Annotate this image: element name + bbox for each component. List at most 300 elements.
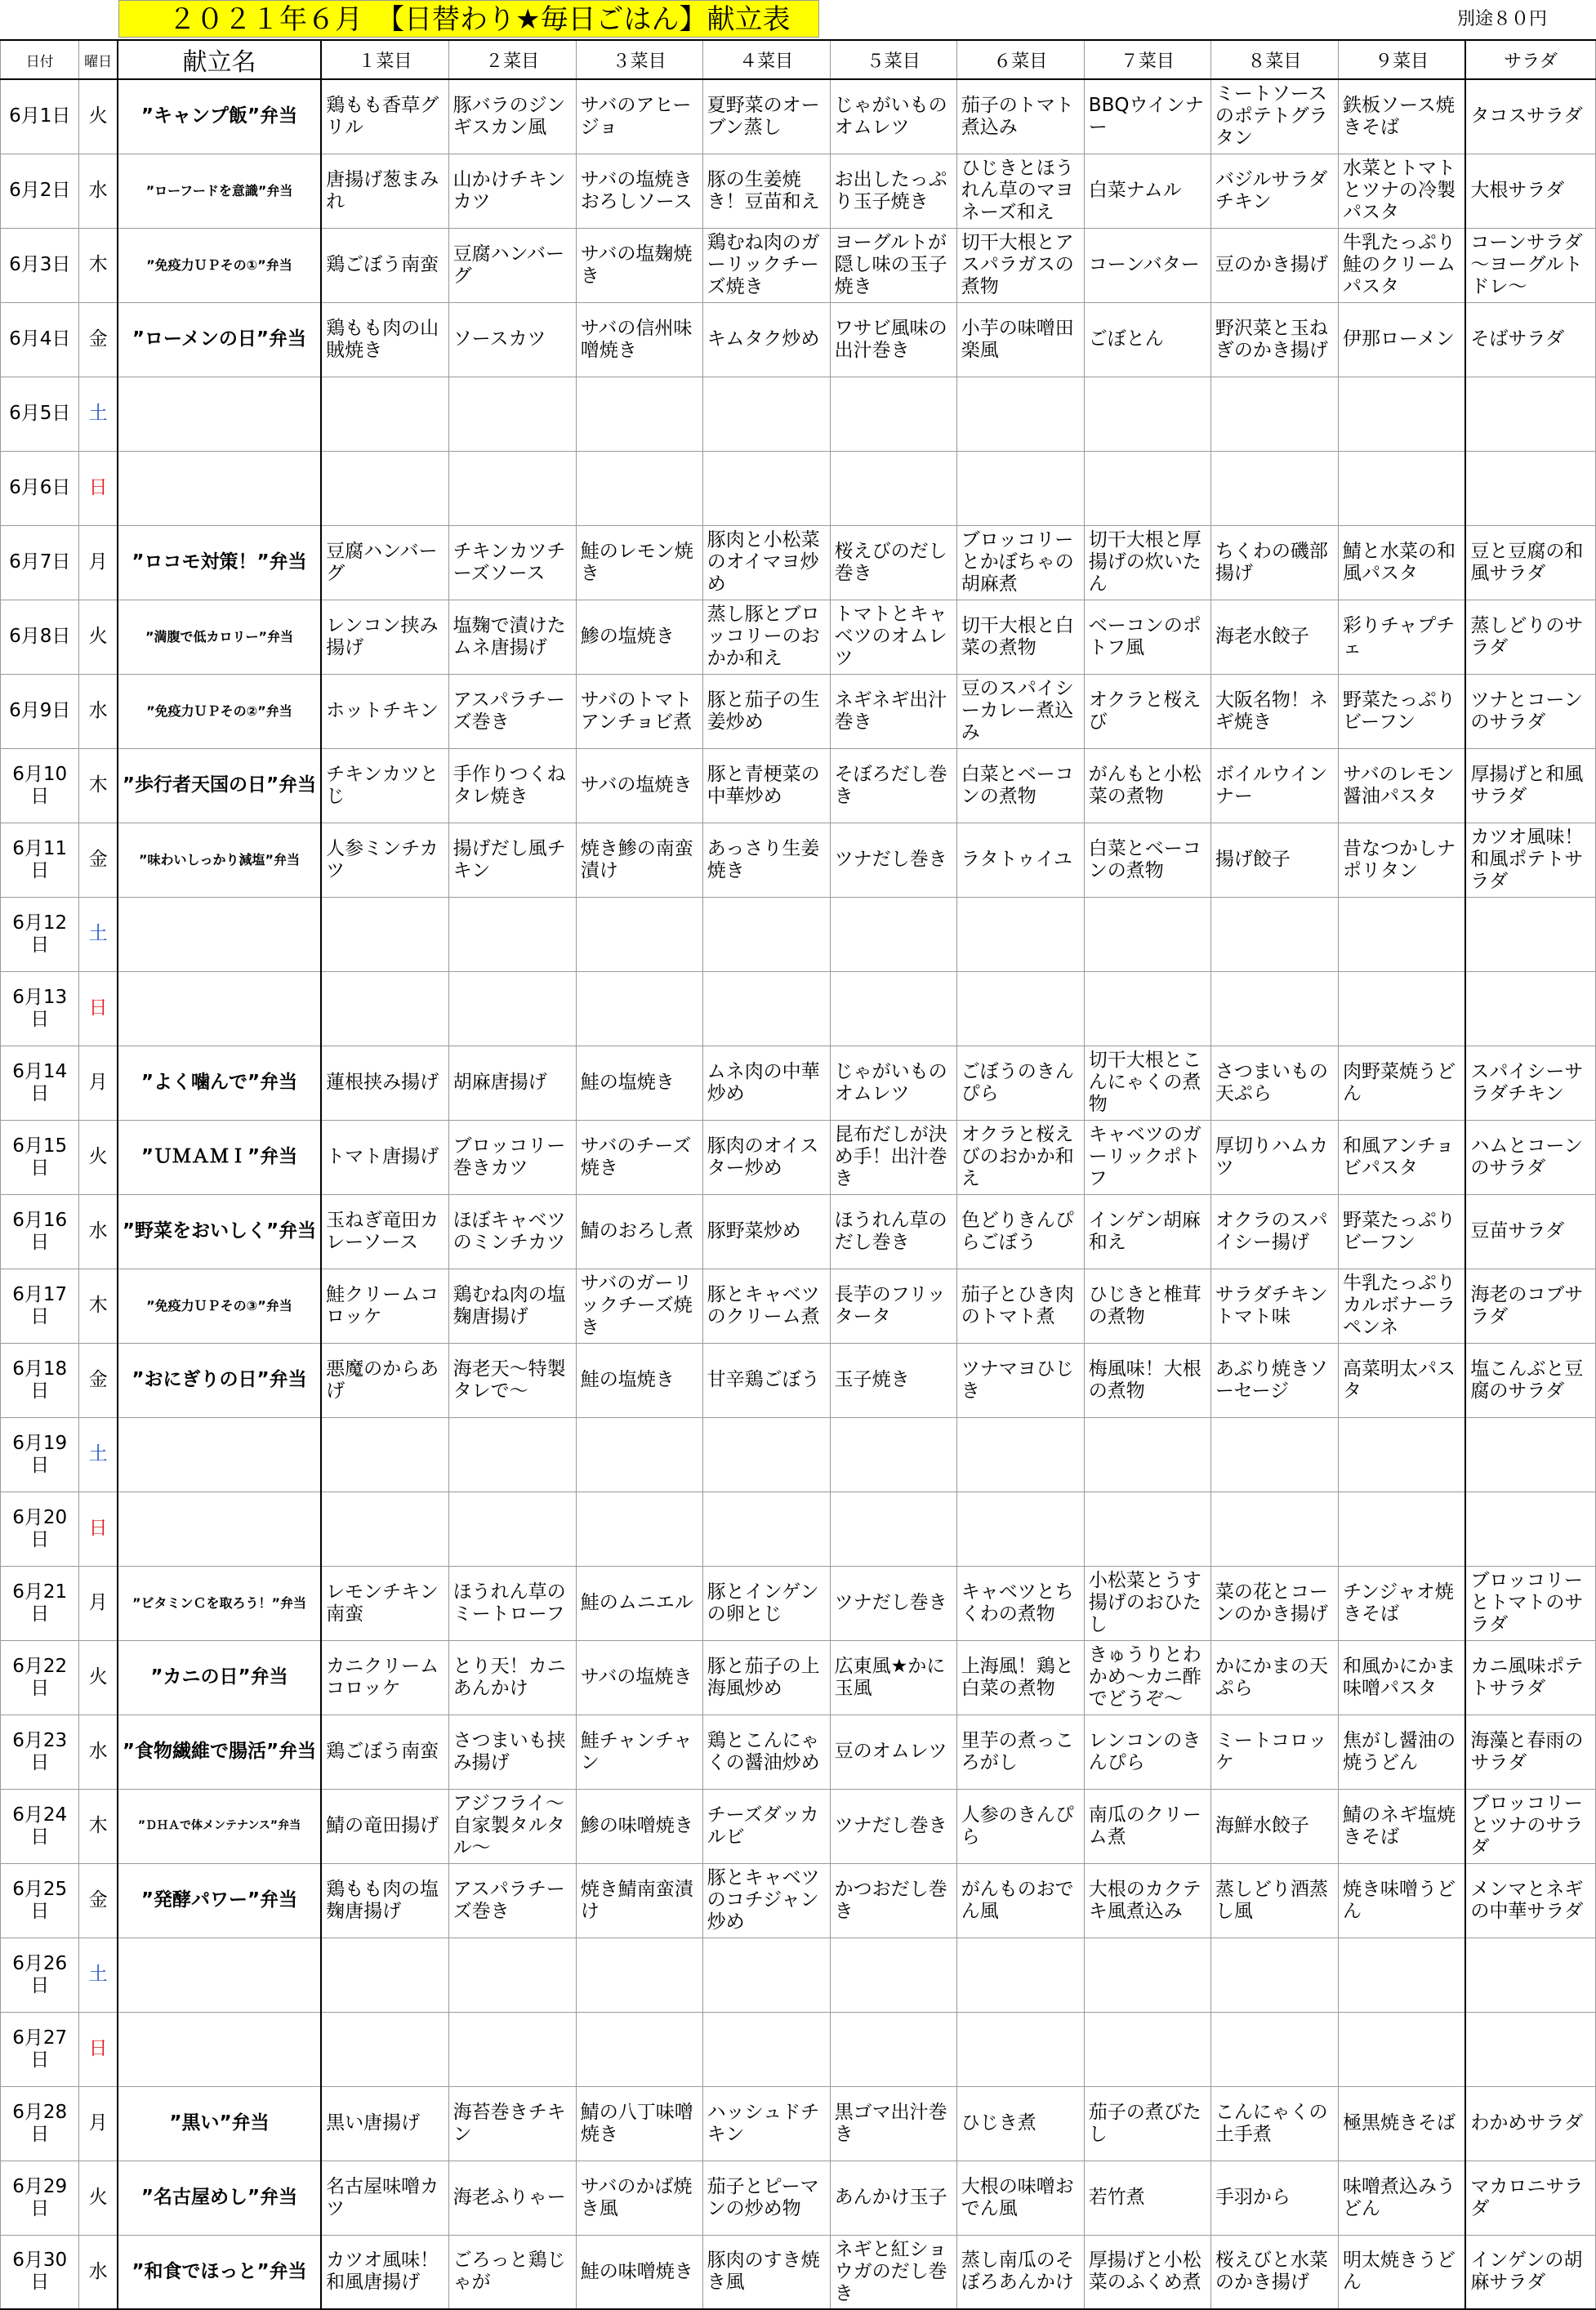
salad-cell: 塩こんぶと豆腐のサラダ: [1465, 1343, 1595, 1417]
dish-cell: サバのトマトアンチョビ煮: [576, 674, 702, 748]
dish-cell: ツナだし巻き: [830, 823, 956, 897]
weekday-cell: 水: [79, 1194, 118, 1269]
dish-cell: 手羽から: [1210, 2161, 1338, 2235]
dish-cell: 豚肉のすき焼き風: [702, 2235, 830, 2309]
dish-cell: [321, 1492, 448, 1566]
weekday-cell: 土: [79, 377, 118, 451]
col-header-dish-8: ８菜目: [1210, 40, 1338, 79]
weekday-cell: 火: [79, 2161, 118, 2235]
dish-cell: [321, 2012, 448, 2086]
dish-cell: ベーコンのポトフ風: [1084, 600, 1210, 674]
dish-cell: 豚と茄子の上海風炒め: [702, 1640, 830, 1715]
dish-cell: 甘辛鶏ごぼう: [702, 1343, 830, 1417]
dish-cell: 味噌煮込みうどん: [1338, 2161, 1465, 2235]
salad-cell: カツオ風味！和風ポテトサラダ: [1465, 823, 1595, 897]
dish-cell: サバのガーリックチーズ焼き: [576, 1269, 702, 1343]
weekday-cell: 木: [79, 748, 118, 823]
dish-cell: 焼き鯵の南蛮漬け: [576, 823, 702, 897]
dish-cell: [1338, 2012, 1465, 2086]
weekday-cell: 木: [79, 228, 118, 302]
table-row: [1, 600, 1596, 674]
date-cell: 6月30日: [1, 2235, 79, 2309]
table-row: [1, 2235, 1596, 2309]
dish-cell: 海鮮水餃子: [1210, 1789, 1338, 1863]
dish-cell: 揚げだし風チキン: [448, 823, 576, 897]
table-row: [1, 377, 1596, 451]
dish-cell: [576, 1938, 702, 2012]
dish-cell: 鮭の塩焼き: [576, 1046, 702, 1120]
table-row: [1, 1566, 1596, 1640]
dish-cell: ブロッコリーとかぼちゃの胡麻煮: [956, 525, 1084, 600]
weekday-cell: 土: [79, 897, 118, 971]
menu-name-cell: ”免疫力ＵＰその③”弁当: [118, 1269, 321, 1343]
weekday-cell: 水: [79, 674, 118, 748]
date-cell: 6月2日: [1, 154, 79, 228]
dish-cell: [321, 1938, 448, 2012]
dish-cell: 桜えびと水菜のかき揚げ: [1210, 2235, 1338, 2309]
menu-name-cell: [118, 1492, 321, 1566]
dish-cell: [1210, 897, 1338, 971]
salad-cell: コーンサラダ～ヨーグルトドレ～: [1465, 228, 1595, 302]
menu-name-cell: ”和食でほっと”弁当: [118, 2235, 321, 2309]
dish-cell: 里芋の煮っころがし: [956, 1715, 1084, 1789]
dish-cell: 上海風！鶏と白菜の煮物: [956, 1640, 1084, 1715]
dish-cell: 海老ふりゃー: [448, 2161, 576, 2235]
table-row: [1, 1938, 1596, 2012]
menu-name-cell: ”満腹で低カロリー”弁当: [118, 600, 321, 674]
dish-cell: 鶏もも肉の山賊焼き: [321, 302, 448, 377]
dish-cell: 切干大根とこんにゃくの煮物: [1084, 1046, 1210, 1120]
dish-cell: ほうれん草のだし巻き: [830, 1194, 956, 1269]
dish-cell: 揚げ餃子: [1210, 823, 1338, 897]
dish-cell: がんもと小松菜の煮物: [1084, 748, 1210, 823]
col-header-dish-9: ９菜目: [1338, 40, 1465, 79]
dish-cell: 水菜とトマトとツナの冷製パスタ: [1338, 154, 1465, 228]
weekday-cell: 月: [79, 1566, 118, 1640]
dish-cell: お出したっぷり玉子焼き: [830, 154, 956, 228]
menu-name-cell: ”野菜をおいしく”弁当: [118, 1194, 321, 1269]
menu-name-cell: ”ローフードを意識”弁当: [118, 154, 321, 228]
table-row: [1, 79, 1596, 154]
weekday-cell: 火: [79, 1640, 118, 1715]
menu-name-cell: ”発酵パワー”弁当: [118, 1863, 321, 1938]
menu-name-cell: [118, 377, 321, 451]
dish-cell: 和風アンチョビパスタ: [1338, 1120, 1465, 1194]
menu-name-cell: ”ＵＭＡＭＩ”弁当: [118, 1120, 321, 1194]
dish-cell: [1338, 1938, 1465, 2012]
dish-cell: ちくわの磯部揚げ: [1210, 525, 1338, 600]
dish-cell: [448, 897, 576, 971]
dish-cell: 豚と青梗菜の中華炒め: [702, 748, 830, 823]
dish-cell: 黒ゴマ出汁巻き: [830, 2086, 956, 2161]
dish-cell: [1084, 2012, 1210, 2086]
dish-cell: ボイルウインナー: [1210, 748, 1338, 823]
weekday-cell: 金: [79, 302, 118, 377]
dish-cell: 鮭のレモン焼き: [576, 525, 702, 600]
date-cell: 6月19日: [1, 1417, 79, 1492]
col-header-menu-name: 献立名: [118, 40, 321, 79]
dish-cell: ミートソースのポテトグラタン: [1210, 79, 1338, 154]
dish-cell: 悪魔のからあげ: [321, 1343, 448, 1417]
weekday-cell: 水: [79, 2235, 118, 2309]
dish-cell: 小松菜とうす揚げのおひたし: [1084, 1566, 1210, 1640]
dish-cell: 厚切りハムカツ: [1210, 1120, 1338, 1194]
table-row: [1, 228, 1596, 302]
salad-cell: [1465, 2012, 1595, 2086]
dish-cell: [448, 1938, 576, 2012]
dish-cell: [956, 971, 1084, 1046]
dish-cell: カツオ風味！和風唐揚げ: [321, 2235, 448, 2309]
dish-cell: 桜えびのだし巻き: [830, 525, 956, 600]
dish-cell: 明太焼きうどん: [1338, 2235, 1465, 2309]
dish-cell: [830, 971, 956, 1046]
salad-cell: メンマとネギの中華サラダ: [1465, 1863, 1595, 1938]
weekday-cell: 木: [79, 1789, 118, 1863]
dish-cell: アジフライ～自家製タルタル～: [448, 1789, 576, 1863]
salad-cell: 厚揚げと和風サラダ: [1465, 748, 1595, 823]
col-header-dish-1: １菜目: [321, 40, 448, 79]
salad-cell: [1465, 1938, 1595, 2012]
weekday-cell: 金: [79, 1343, 118, 1417]
dish-cell: キャベツのガーリックポトフ: [1084, 1120, 1210, 1194]
dish-cell: [1084, 1938, 1210, 2012]
dish-cell: ミートコロッケ: [1210, 1715, 1338, 1789]
menu-name-cell: ”おにぎりの日”弁当: [118, 1343, 321, 1417]
dish-cell: 鶏ごぼう南蛮: [321, 228, 448, 302]
dish-cell: [702, 897, 830, 971]
dish-cell: ごろっと鶏じゃが: [448, 2235, 576, 2309]
dish-cell: サバの信州味噌焼き: [576, 302, 702, 377]
menu-name-cell: ”歩行者天国の日”弁当: [118, 748, 321, 823]
dish-cell: チンジャオ焼きそば: [1338, 1566, 1465, 1640]
dish-cell: [830, 1417, 956, 1492]
dish-cell: 塩麹で漬けたムネ唐揚げ: [448, 600, 576, 674]
dish-cell: [830, 451, 956, 525]
menu-name-cell: ”ロコモ対策！”弁当: [118, 525, 321, 600]
menu-body: [1, 79, 1596, 2309]
dish-cell: 茄子の煮びたし: [1084, 2086, 1210, 2161]
col-header-dish-6: ６菜目: [956, 40, 1084, 79]
dish-cell: [448, 1417, 576, 1492]
dish-cell: 牛乳たっぷり鮭のクリームパスタ: [1338, 228, 1465, 302]
dish-cell: 蓮根挟み揚げ: [321, 1046, 448, 1120]
dish-cell: 鶏ごぼう南蛮: [321, 1715, 448, 1789]
dish-cell: [321, 971, 448, 1046]
table-row: [1, 1269, 1596, 1343]
sheet-title: ２０２１年６月 【日替わり★毎日ごはん】献立表: [118, 0, 819, 38]
dish-cell: [1210, 1417, 1338, 1492]
salad-cell: 豆苗サラダ: [1465, 1194, 1595, 1269]
salad-cell: ツナとコーンのサラダ: [1465, 674, 1595, 748]
dish-cell: 焼き鯖南蛮漬け: [576, 1863, 702, 1938]
date-cell: 6月14日: [1, 1046, 79, 1120]
dish-cell: 切干大根とアスパラガスの煮物: [956, 228, 1084, 302]
salad-cell: [1465, 1492, 1595, 1566]
dish-cell: 蒸し豚とブロッコリーのおかか和え: [702, 600, 830, 674]
date-cell: 6月3日: [1, 228, 79, 302]
table-row: [1, 1492, 1596, 1566]
menu-name-cell: [118, 1417, 321, 1492]
dish-cell: 高菜明太パスタ: [1338, 1343, 1465, 1417]
dish-cell: 鶏むね肉のガーリックチーズ焼き: [702, 228, 830, 302]
salad-cell: [1465, 897, 1595, 971]
dish-cell: [956, 2012, 1084, 2086]
dish-cell: [1338, 971, 1465, 1046]
dish-cell: 広東風★かに玉風: [830, 1640, 956, 1715]
table-row: [1, 897, 1596, 971]
date-cell: 6月29日: [1, 2161, 79, 2235]
dish-cell: サラダチキントマト味: [1210, 1269, 1338, 1343]
dish-cell: [830, 1938, 956, 2012]
dish-cell: [576, 377, 702, 451]
dish-cell: [321, 451, 448, 525]
table-row: [1, 971, 1596, 1046]
dish-cell: チキンカツとじ: [321, 748, 448, 823]
dish-cell: サバのかば焼き風: [576, 2161, 702, 2235]
salad-cell: [1465, 1417, 1595, 1492]
weekday-cell: 火: [79, 1120, 118, 1194]
weekday-cell: 土: [79, 1938, 118, 2012]
date-cell: 6月12日: [1, 897, 79, 971]
dish-cell: ソースカツ: [448, 302, 576, 377]
dish-cell: 蒸し南瓜のそぼろあんかけ: [956, 2235, 1084, 2309]
menu-name-cell: ”よく噛んで”弁当: [118, 1046, 321, 1120]
dish-cell: 豚バラのジンギスカン風: [448, 79, 576, 154]
dish-cell: ほぼキャベツのミンチカツ: [448, 1194, 576, 1269]
dish-cell: ほうれん草のミートローフ: [448, 1566, 576, 1640]
col-header-dish-2: ２菜目: [448, 40, 576, 79]
dish-cell: [1338, 897, 1465, 971]
date-cell: 6月28日: [1, 2086, 79, 2161]
date-cell: 6月21日: [1, 1566, 79, 1640]
dish-cell: [448, 451, 576, 525]
dish-cell: 名古屋味噌カツ: [321, 2161, 448, 2235]
dish-cell: さつまいも挟み揚げ: [448, 1715, 576, 1789]
menu-name-cell: ”黒い”弁当: [118, 2086, 321, 2161]
dish-cell: [702, 451, 830, 525]
dish-cell: [1338, 451, 1465, 525]
dish-cell: じゃがいものオムレツ: [830, 1046, 956, 1120]
dish-cell: コーンバター: [1084, 228, 1210, 302]
dish-cell: チキンカツチーズソース: [448, 525, 576, 600]
dish-cell: レモンチキン南蛮: [321, 1566, 448, 1640]
dish-cell: 切干大根と白菜の煮物: [956, 600, 1084, 674]
dish-cell: インゲン胡麻和え: [1084, 1194, 1210, 1269]
table-row: [1, 1120, 1596, 1194]
table-row: [1, 1194, 1596, 1269]
menu-name-cell: ”ローメンの日”弁当: [118, 302, 321, 377]
dish-cell: 豚とキャベツのクリーム煮: [702, 1269, 830, 1343]
dish-cell: 茄子とひき肉のトマト煮: [956, 1269, 1084, 1343]
salad-cell: ブロッコリーとツナのサラダ: [1465, 1789, 1595, 1863]
date-cell: 6月18日: [1, 1343, 79, 1417]
salad-cell: ハムとコーンのサラダ: [1465, 1120, 1595, 1194]
menu-name-cell: ”ＤＨＡで体メンテナンス”弁当: [118, 1789, 321, 1863]
dish-cell: 極黒焼きそば: [1338, 2086, 1465, 2161]
dish-cell: かつおだし巻き: [830, 1863, 956, 1938]
date-cell: 6月5日: [1, 377, 79, 451]
dish-cell: 豆のオムレツ: [830, 1715, 956, 1789]
dish-cell: 鮭の塩焼き: [576, 1343, 702, 1417]
table-row: [1, 1640, 1596, 1715]
dish-cell: 鮭チャンチャン: [576, 1715, 702, 1789]
dish-cell: ブロッコリー巻きカツ: [448, 1120, 576, 1194]
dish-cell: 玉子焼き: [830, 1343, 956, 1417]
dish-cell: ネギネギ出汁巻き: [830, 674, 956, 748]
dish-cell: [1084, 897, 1210, 971]
dish-cell: 焦がし醤油の焼うどん: [1338, 1715, 1465, 1789]
weekday-cell: 月: [79, 2086, 118, 2161]
menu-name-cell: ”免疫力ＵＰその②”弁当: [118, 674, 321, 748]
salad-cell: タコスサラダ: [1465, 79, 1595, 154]
dish-cell: 昆布だしが決め手！出汁巻き: [830, 1120, 956, 1194]
salad-cell: [1465, 451, 1595, 525]
dish-cell: 鯖と水菜の和風パスタ: [1338, 525, 1465, 600]
dish-cell: [448, 971, 576, 1046]
dish-cell: BBQウインナー: [1084, 79, 1210, 154]
dish-cell: 鯖の竜田揚げ: [321, 1789, 448, 1863]
dish-cell: [702, 1938, 830, 2012]
dish-cell: サバのチーズ焼き: [576, 1120, 702, 1194]
table-row: [1, 2086, 1596, 2161]
dish-cell: レンコン挟み揚げ: [321, 600, 448, 674]
dish-cell: 海老水餃子: [1210, 600, 1338, 674]
dish-cell: 鮭クリームコロッケ: [321, 1269, 448, 1343]
dish-cell: 豚野菜炒め: [702, 1194, 830, 1269]
menu-name-cell: ”ビタミンＣを取ろう！”弁当: [118, 1566, 321, 1640]
dish-cell: トマト唐揚げ: [321, 1120, 448, 1194]
dish-cell: ツナマヨひじき: [956, 1343, 1084, 1417]
dish-cell: [830, 2012, 956, 2086]
table-row: [1, 1343, 1596, 1417]
date-cell: 6月17日: [1, 1269, 79, 1343]
dish-cell: 鯵の塩焼き: [576, 600, 702, 674]
dish-cell: 焼き味噌うどん: [1338, 1863, 1465, 1938]
weekday-cell: 月: [79, 525, 118, 600]
table-row: [1, 674, 1596, 748]
dish-cell: 手作りつくねタレ焼き: [448, 748, 576, 823]
weekday-cell: 火: [79, 600, 118, 674]
dish-cell: 牛乳たっぷりカルボナーラペンネ: [1338, 1269, 1465, 1343]
dish-cell: 黒い唐揚げ: [321, 2086, 448, 2161]
date-cell: 6月10日: [1, 748, 79, 823]
date-cell: 6月8日: [1, 600, 79, 674]
table-row: [1, 525, 1596, 600]
dish-cell: ムネ肉の中華炒め: [702, 1046, 830, 1120]
col-header-salad: サラダ: [1465, 40, 1595, 79]
menu-name-cell: [118, 2012, 321, 2086]
dish-cell: [702, 971, 830, 1046]
date-cell: 6月4日: [1, 302, 79, 377]
dish-cell: そぼろだし巻き: [830, 748, 956, 823]
table-row: [1, 154, 1596, 228]
col-header-dish-7: ７菜目: [1084, 40, 1210, 79]
col-header-date: 日付: [1, 40, 79, 79]
weekday-cell: 金: [79, 823, 118, 897]
date-cell: 6月20日: [1, 1492, 79, 1566]
dish-cell: [1210, 451, 1338, 525]
dish-cell: 梅風味！大根の煮物: [1084, 1343, 1210, 1417]
dish-cell: サバの塩焼きおろしソース: [576, 154, 702, 228]
dish-cell: こんにゃくの土手煮: [1210, 2086, 1338, 2161]
dish-cell: [956, 897, 1084, 971]
dish-cell: 豆のスパイシーカレー煮込み: [956, 674, 1084, 748]
weekday-cell: 金: [79, 1863, 118, 1938]
weekday-cell: 日: [79, 1492, 118, 1566]
dish-cell: [702, 1417, 830, 1492]
dish-cell: 厚揚げと小松菜のふくめ煮: [1084, 2235, 1210, 2309]
dish-cell: さつまいもの天ぷら: [1210, 1046, 1338, 1120]
salad-cell: 蒸しどりのサラダ: [1465, 600, 1595, 674]
menu-table: [0, 39, 1596, 2310]
dish-cell: 豚の生姜焼き！豆苗和え: [702, 154, 830, 228]
dish-cell: きゅうりとわかめ～カニ酢でどうぞ～: [1084, 1640, 1210, 1715]
table-row: [1, 302, 1596, 377]
dish-cell: サバの塩麹焼き: [576, 228, 702, 302]
header-row: [1, 40, 1596, 79]
dish-cell: [1210, 1492, 1338, 1566]
menu-name-cell: [118, 971, 321, 1046]
table-row: [1, 1715, 1596, 1789]
dish-cell: [576, 451, 702, 525]
dish-cell: [956, 1938, 1084, 2012]
weekday-cell: 日: [79, 451, 118, 525]
date-cell: 6月6日: [1, 451, 79, 525]
date-cell: 6月24日: [1, 1789, 79, 1863]
salad-cell: [1465, 377, 1595, 451]
dish-cell: [1084, 1492, 1210, 1566]
dish-cell: [956, 1417, 1084, 1492]
table-row: [1, 748, 1596, 823]
dish-cell: がんものおでん風: [956, 1863, 1084, 1938]
col-header-dish-5: ５菜目: [830, 40, 956, 79]
salad-cell: カニ風味ポテトサラダ: [1465, 1640, 1595, 1715]
dish-cell: 昔なつかしナポリタン: [1338, 823, 1465, 897]
dish-cell: ひじき煮: [956, 2086, 1084, 2161]
dish-cell: とり天！カニあんかけ: [448, 1640, 576, 1715]
date-cell: 6月27日: [1, 2012, 79, 2086]
dish-cell: [1338, 1417, 1465, 1492]
dish-cell: 茄子とピーマンの炒め物: [702, 2161, 830, 2235]
dish-cell: 鶏もも香草グリル: [321, 79, 448, 154]
dish-cell: 南瓜のクリーム煮: [1084, 1789, 1210, 1863]
dish-cell: 豚と茄子の生姜炒め: [702, 674, 830, 748]
weekday-cell: 木: [79, 1269, 118, 1343]
dish-cell: レンコンのきんぴら: [1084, 1715, 1210, 1789]
dish-cell: [321, 897, 448, 971]
dish-cell: 野菜たっぷりビーフン: [1338, 1194, 1465, 1269]
dish-cell: 豆腐ハンバーグ: [321, 525, 448, 600]
dish-cell: バジルサラダチキン: [1210, 154, 1338, 228]
dish-cell: 長芋のフリッタータ: [830, 1269, 956, 1343]
table-row: [1, 2012, 1596, 2086]
dish-cell: [576, 1417, 702, 1492]
dish-cell: 彩りチャプチェ: [1338, 600, 1465, 674]
dish-cell: 海老天～特製タレで～: [448, 1343, 576, 1417]
col-header-weekday: 曜日: [79, 40, 118, 79]
dish-cell: 鯖の八丁味噌焼き: [576, 2086, 702, 2161]
dish-cell: 鶏むね肉の塩麹唐揚げ: [448, 1269, 576, 1343]
dish-cell: 小芋の味噌田楽風: [956, 302, 1084, 377]
dish-cell: [830, 897, 956, 971]
dish-cell: [576, 2012, 702, 2086]
dish-cell: 胡麻唐揚げ: [448, 1046, 576, 1120]
dish-cell: 菜の花とコーンのかき揚げ: [1210, 1566, 1338, 1640]
dish-cell: ヨーグルトが隠し味の玉子焼き: [830, 228, 956, 302]
dish-cell: 豚肉と小松菜のオイマヨ炒め: [702, 525, 830, 600]
dish-cell: 唐揚げ葱まみれ: [321, 154, 448, 228]
table-row: [1, 1417, 1596, 1492]
